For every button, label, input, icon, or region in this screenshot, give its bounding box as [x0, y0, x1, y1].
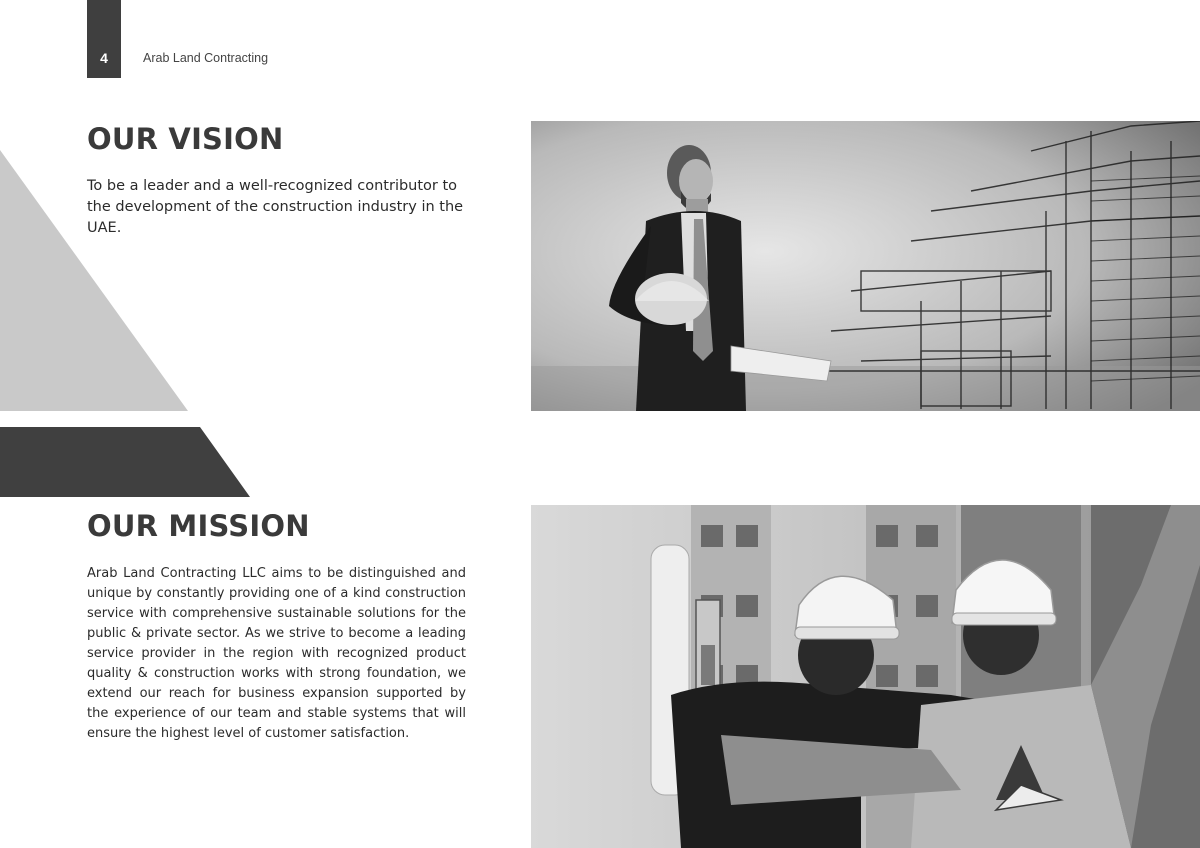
page-number-tab [87, 0, 121, 78]
vision-title: OUR VISION [87, 122, 284, 156]
mission-title: OUR MISSION [87, 509, 310, 543]
mission-photo [531, 505, 1200, 848]
page-number: 4 [100, 50, 108, 66]
mission-text: Arab Land Contracting LLC aims to be distinguished and unique by constantly providing one of a kind construction service with comprehensive sustainable solutions for the public & private sector. As we strive to become a leading service provider in the region with recognized product quality & construction works with strong foundation, we extend our reach for business expansion supported by the experience of our team and stable systems that will ensure the highest level of customer satisfaction. [87, 566, 466, 741]
company-name: Arab Land Contracting [143, 51, 269, 65]
decorative-dark-band [0, 427, 250, 497]
vision-text: To be a leader and a well-recognized contributor to the development of the construction industry in the UAE. [87, 178, 464, 236]
vision-photo [531, 121, 1200, 411]
